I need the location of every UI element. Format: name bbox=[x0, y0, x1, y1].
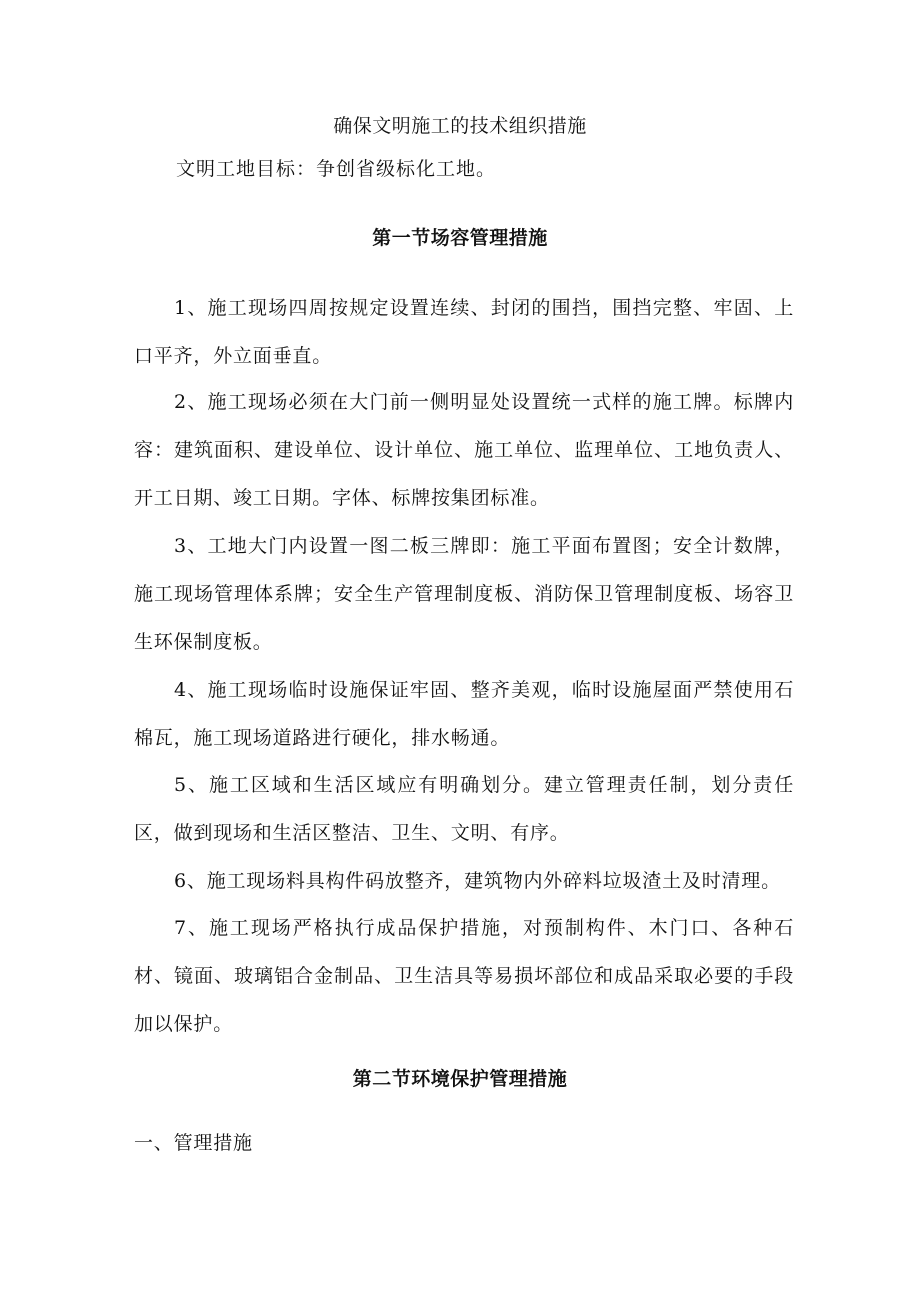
section-2-heading: 第二节环境保护管理措施 bbox=[352, 1068, 568, 1090]
section-1-item-1: 1、施工现场四周按规定设置连续、封闭的围挡，围挡完整、牢固、上口平齐，外立面垂直。 bbox=[134, 297, 794, 367]
section-1-item-5: 5、施工区域和生活区域应有明确划分。建立管理责任制，划分责任区，做到现场和生活区整洁、卫生、文明、有序。 bbox=[134, 774, 794, 844]
section-1-heading: 第一节场容管理措施 bbox=[372, 227, 548, 249]
section-2-subheading: 一、管理措施 bbox=[134, 1132, 253, 1154]
section-1-item-3: 3、工地大门内设置一图二板三牌即：施工平面布置图；安全计数牌，施工现场管理体系牌；安全生产管理制度板、消防保卫管理制度板、场容卫生环保制度板。 bbox=[134, 535, 794, 653]
section-1-item-4: 4、施工现场临时设施保证牢固、整齐美观，临时设施屋面严禁使用石棉瓦，施工现场道路进行硬化，排水畅通。 bbox=[134, 679, 794, 749]
document-title: 确保文明施工的技术组织措施 bbox=[333, 115, 587, 137]
section-1-item-2: 2、施工现场必须在大门前一侧明显处设置统一式样的施工牌。标牌内容：建筑面积、建设单位、设计单位、施工单位、监理单位、工地负责人、开工日期、竣工日期。字体、标牌按集团标准。 bbox=[134, 391, 794, 509]
section-1-item-6: 6、施工现场料具构件码放整齐，建筑物内外碎料垃圾渣土及时清理。 bbox=[174, 870, 781, 892]
civilized-site-goal: 文明工地目标：争创省级标化工地。 bbox=[176, 158, 497, 180]
section-1-item-7: 7、施工现场严格执行成品保护措施，对预制构件、木门口、各种石材、镜面、玻璃铝合金制品、卫生洁具等易损坏部位和成品采取必要的手段加以保护。 bbox=[134, 917, 794, 1035]
